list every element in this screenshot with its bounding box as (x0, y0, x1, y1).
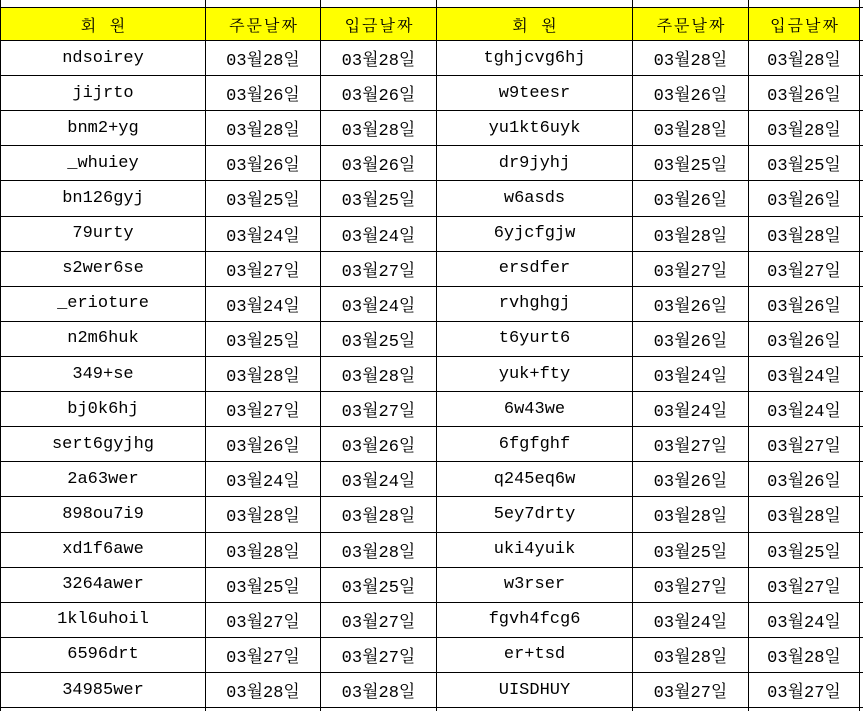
table-row (1, 41, 863, 76)
member-cell[interactable]: t6yurt6 (437, 322, 633, 357)
member-cell[interactable]: bn126gyj (1, 181, 206, 216)
deposit-date-cell[interactable]: 03월24일 (321, 217, 437, 252)
deposit-date-cell[interactable]: 03월26일 (321, 427, 437, 462)
deposit-date-cell[interactable]: 03월27일 (321, 392, 437, 427)
deposit-date-cell[interactable]: 03월27일 (749, 427, 860, 462)
deposit-date-cell[interactable]: 03월28일 (749, 638, 860, 673)
member-cell[interactable]: uki4yuik (437, 533, 633, 568)
member-cell[interactable]: 6yjcfgjw (437, 217, 633, 252)
order-date-cell[interactable]: 03월28일 (206, 673, 321, 708)
member-cell[interactable]: 898ou7i9 (1, 497, 206, 532)
order-date-cell[interactable]: 03월28일 (206, 497, 321, 532)
deposit-date-cell[interactable]: 03월27일 (749, 568, 860, 603)
member-cell[interactable]: 5ey7drty (437, 497, 633, 532)
order-date-cell[interactable]: 03월28일 (633, 217, 749, 252)
deposit-date-cell[interactable]: 03월26일 (749, 322, 860, 357)
order-date-cell[interactable]: 03월27일 (633, 568, 749, 603)
order-date-cell[interactable]: 03월27일 (633, 427, 749, 462)
deposit-date-cell[interactable]: 03월28일 (749, 217, 860, 252)
deposit-date-cell[interactable]: 03월26일 (749, 181, 860, 216)
order-date-cell[interactable]: 03월24일 (633, 392, 749, 427)
member-cell[interactable]: 79urty (1, 217, 206, 252)
header-deposit-date[interactable]: 입금날짜 (749, 8, 860, 41)
member-cell[interactable]: ersdfer (437, 252, 633, 287)
deposit-date-cell[interactable]: 03월28일 (321, 497, 437, 532)
deposit-date-cell[interactable]: 03월25일 (321, 322, 437, 357)
member-cell[interactable]: _whuiey (1, 146, 206, 181)
deposit-date-cell[interactable]: 03월24일 (749, 392, 860, 427)
order-date-cell[interactable]: 03월28일 (206, 533, 321, 568)
order-date-cell[interactable]: 03월28일 (206, 111, 321, 146)
cutoff-cell (206, 0, 321, 8)
deposit-date-cell[interactable]: 03월27일 (749, 673, 860, 708)
table-row (1, 287, 863, 322)
deposit-date-cell[interactable]: 03월27일 (321, 603, 437, 638)
member-cell[interactable]: q245eq6w (437, 462, 633, 497)
table-row (1, 673, 863, 708)
deposit-date-cell[interactable]: 03월28일 (321, 41, 437, 76)
table-row (1, 181, 863, 216)
member-cell[interactable]: bnm2+yg (1, 111, 206, 146)
table-row (1, 146, 863, 181)
order-date-cell[interactable]: 03월28일 (633, 111, 749, 146)
cutoff-cell (321, 0, 437, 8)
order-date-cell[interactable]: 03월27일 (633, 252, 749, 287)
order-date-cell[interactable]: 03월25일 (206, 322, 321, 357)
order-date-cell[interactable]: 03월26일 (633, 462, 749, 497)
cutoff-top-row (1, 0, 863, 8)
deposit-date-cell[interactable]: 03월28일 (749, 41, 860, 76)
order-date-cell[interactable]: 03월27일 (633, 673, 749, 708)
deposit-date-cell[interactable]: 03월28일 (749, 111, 860, 146)
order-date-cell[interactable]: 03월28일 (633, 497, 749, 532)
member-cell[interactable]: 2a63wer (1, 462, 206, 497)
member-cell[interactable]: bj0k6hj (1, 392, 206, 427)
deposit-date-cell[interactable]: 03월25일 (321, 181, 437, 216)
order-date-cell[interactable]: 03월26일 (633, 322, 749, 357)
order-date-cell[interactable]: 03월26일 (633, 76, 749, 111)
order-date-cell[interactable]: 03월28일 (633, 638, 749, 673)
table-row (1, 252, 863, 287)
member-cell[interactable]: yu1kt6uyk (437, 111, 633, 146)
deposit-date-cell[interactable]: 03월28일 (749, 497, 860, 532)
member-cell[interactable]: 6fgfghf (437, 427, 633, 462)
header-deposit-date[interactable]: 입금날짜 (321, 8, 437, 41)
deposit-date-cell[interactable]: 03월24일 (321, 462, 437, 497)
member-cell[interactable]: ndsoirey (1, 41, 206, 76)
deposit-date-cell[interactable]: 03월26일 (749, 287, 860, 322)
header-member[interactable]: 회 원 (437, 8, 633, 41)
table-row (1, 111, 863, 146)
member-cell[interactable]: n2m6huk (1, 322, 206, 357)
deposit-date-cell[interactable]: 03월26일 (749, 76, 860, 111)
member-cell[interactable]: rvhghgj (437, 287, 633, 322)
member-cell[interactable]: s2wer6se (1, 252, 206, 287)
member-cell[interactable]: w6asds (437, 181, 633, 216)
order-date-cell[interactable]: 03월28일 (206, 41, 321, 76)
order-date-cell[interactable]: 03월24일 (206, 217, 321, 252)
deposit-date-cell[interactable]: 03월26일 (321, 76, 437, 111)
order-date-cell[interactable]: 03월27일 (206, 638, 321, 673)
member-cell[interactable]: w3rser (437, 568, 633, 603)
member-cell[interactable]: w9teesr (437, 76, 633, 111)
deposit-date-cell[interactable]: 03월28일 (321, 357, 437, 392)
member-cell[interactable]: er+tsd (437, 638, 633, 673)
member-cell[interactable]: yuk+fty (437, 357, 633, 392)
order-date-cell[interactable]: 03월24일 (633, 603, 749, 638)
member-cell[interactable]: jijrto (1, 76, 206, 111)
member-cell[interactable]: 1kl6uhoil (1, 603, 206, 638)
member-cell[interactable]: 34985wer (1, 673, 206, 708)
deposit-date-cell[interactable]: 03월27일 (749, 252, 860, 287)
deposit-date-cell[interactable]: 03월24일 (321, 287, 437, 322)
member-cell[interactable]: fgvh4fcg6 (437, 603, 633, 638)
order-date-cell[interactable]: 03월25일 (206, 568, 321, 603)
deposit-date-cell[interactable]: 03월25일 (749, 533, 860, 568)
table-row (1, 462, 863, 497)
order-date-cell[interactable]: 03월26일 (206, 146, 321, 181)
order-date-cell[interactable]: 03월26일 (633, 287, 749, 322)
order-date-cell[interactable]: 03월28일 (633, 41, 749, 76)
order-date-cell[interactable]: 03월24일 (633, 357, 749, 392)
deposit-date-cell[interactable]: 03월26일 (321, 146, 437, 181)
deposit-date-cell[interactable]: 03월25일 (321, 568, 437, 603)
order-date-cell[interactable]: 03월25일 (206, 181, 321, 216)
order-date-cell[interactable]: 03월27일 (206, 603, 321, 638)
member-cell[interactable]: 349+se (1, 357, 206, 392)
member-cell[interactable]: 6w43we (437, 392, 633, 427)
deposit-date-cell[interactable]: 03월25일 (749, 146, 860, 181)
deposit-date-cell[interactable]: 03월26일 (749, 462, 860, 497)
table-row (1, 357, 863, 392)
deposit-date-cell[interactable]: 03월24일 (749, 357, 860, 392)
deposit-date-cell[interactable]: 03월27일 (321, 638, 437, 673)
table-row (1, 76, 863, 111)
member-cell[interactable]: 6596drt (1, 638, 206, 673)
cutoff-cell (749, 0, 860, 8)
member-cell[interactable]: _erioture (1, 287, 206, 322)
member-cell[interactable]: UISDHUY (437, 673, 633, 708)
order-date-cell[interactable]: 03월25일 (633, 533, 749, 568)
table-row (1, 217, 863, 252)
deposit-date-cell[interactable]: 03월24일 (749, 603, 860, 638)
table-row (1, 322, 863, 357)
cutoff-cell (633, 0, 749, 8)
member-cell[interactable]: xd1f6awe (1, 533, 206, 568)
order-date-cell[interactable]: 03월27일 (206, 392, 321, 427)
table-row (1, 603, 863, 638)
order-date-cell[interactable]: 03월26일 (206, 76, 321, 111)
table-row (1, 533, 863, 568)
deposit-date-cell[interactable]: 03월28일 (321, 673, 437, 708)
table-row (1, 392, 863, 427)
order-date-cell[interactable]: 03월27일 (206, 252, 321, 287)
member-cell[interactable]: tghjcvg6hj (437, 41, 633, 76)
order-date-cell[interactable]: 03월26일 (633, 181, 749, 216)
table-row (1, 568, 863, 603)
header-order-date[interactable]: 주문날짜 (206, 8, 321, 41)
order-date-cell[interactable]: 03월26일 (206, 427, 321, 462)
order-date-cell[interactable]: 03월28일 (206, 357, 321, 392)
cutoff-cell (437, 0, 633, 8)
order-date-cell[interactable]: 03월25일 (633, 146, 749, 181)
deposit-date-cell[interactable]: 03월27일 (321, 252, 437, 287)
order-date-cell[interactable]: 03월24일 (206, 287, 321, 322)
table-row (1, 638, 863, 673)
deposit-date-cell[interactable]: 03월28일 (321, 533, 437, 568)
member-cell[interactable]: dr9jyhj (437, 146, 633, 181)
deposit-date-cell[interactable]: 03월28일 (321, 111, 437, 146)
member-cell[interactable]: sert6gyjhg (1, 427, 206, 462)
header-order-date[interactable]: 주문날짜 (633, 8, 749, 41)
table-row (1, 427, 863, 462)
order-date-cell[interactable]: 03월24일 (206, 462, 321, 497)
header-member[interactable]: 회 원 (1, 8, 206, 41)
table-header-row (1, 8, 863, 41)
member-cell[interactable]: 3264awer (1, 568, 206, 603)
table-row (1, 497, 863, 532)
cutoff-cell (1, 0, 206, 8)
